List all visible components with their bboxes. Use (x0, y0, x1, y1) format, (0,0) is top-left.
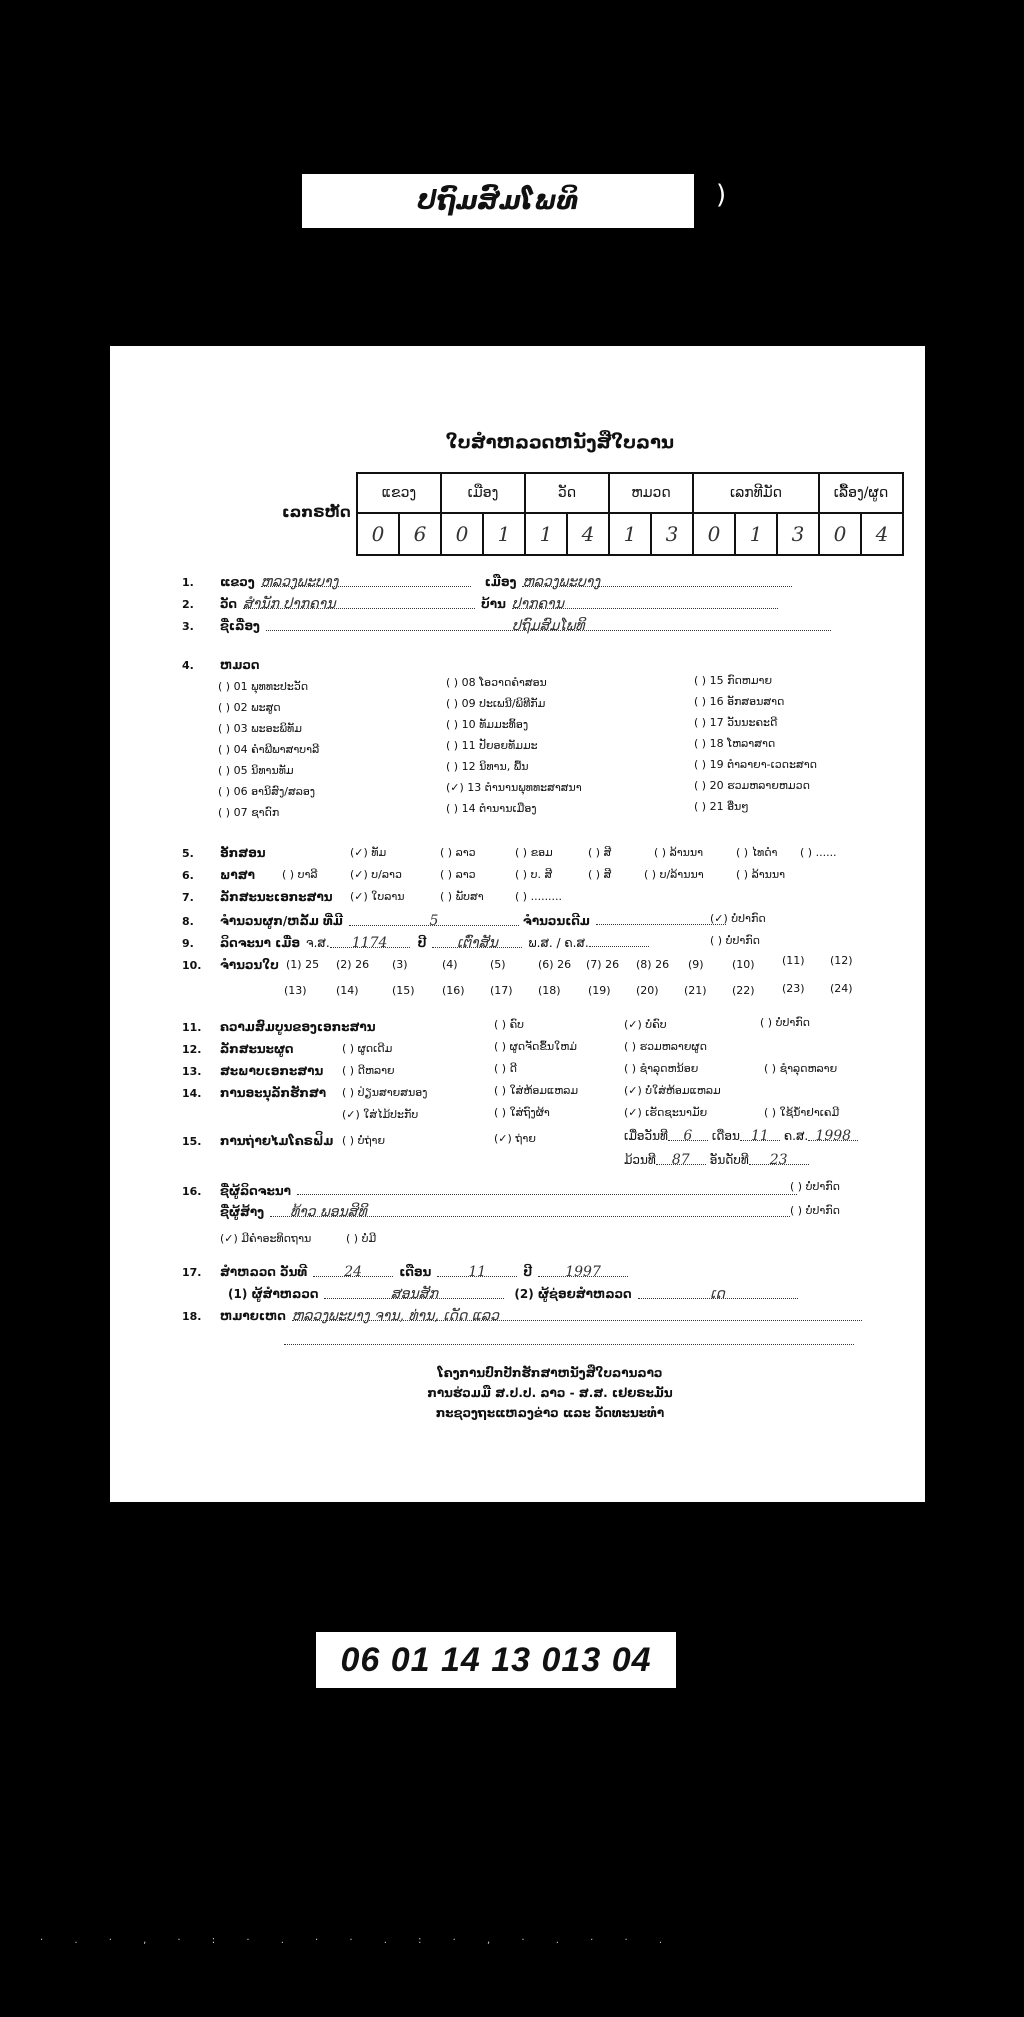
completeness-option: ( ) ບໍ່ປາກົດ (760, 1016, 810, 1029)
field-temple (182, 596, 778, 611)
field-label: ຈຳນວນເດີມ (522, 914, 590, 928)
form-heading: ໃບສຳຫລວດຫນັງສືໃບລານ (445, 432, 675, 453)
category-option: ( ) 06 ອານິສົງ/ສລອງ (218, 785, 316, 798)
category-option: ( ) 04 ຄຳພີພາສາບາລີ (218, 743, 320, 756)
field-number: 18. (182, 1310, 202, 1323)
code-digit: 0 (819, 513, 861, 555)
field-microfilm (182, 1134, 339, 1148)
code-digit: 0 (441, 513, 483, 555)
remarks-blank (284, 1332, 854, 1345)
code-digit: 0 (357, 513, 399, 555)
field-number: 7. (182, 891, 194, 904)
field-number: 12. (182, 1043, 202, 1056)
field-label: ພາສາ (220, 868, 255, 882)
bundle-option: ( ) ຮວມຫລາຍຜູດ (624, 1040, 707, 1053)
field-label: ຫມາຍເຫດ (220, 1309, 286, 1323)
field-label: ຄວາມສົມບູນຂອງເອກະສານ (220, 1020, 376, 1034)
field-bundle (182, 1042, 299, 1056)
surveyor-value: ສອນສັກ (324, 1286, 504, 1299)
field-survey-date (182, 1264, 628, 1279)
remarks-value: ຫລວງພະບາງ ຈານ, ທ່ານ, ເດັດ ແລວ (292, 1308, 862, 1321)
unknown-option: (✓) ບໍ່ປາກົດ (710, 912, 766, 925)
language-option: ( ) ບາລີ (282, 868, 318, 881)
category-option: ( ) 10 ທັມມະທິ້ອງ (446, 718, 529, 731)
microfilm-month: 11 (740, 1128, 780, 1141)
category-option: ( ) 14 ຕຳນານເມືອງ (446, 802, 537, 815)
field-label: ຫມວດ (220, 658, 260, 672)
field-material (182, 890, 339, 904)
code-header: ວັດ (525, 473, 609, 513)
leaf-count-cell: (12) (830, 954, 853, 967)
prayer-option: (✓) ມີຄຳອະທິດຖານ (220, 1232, 312, 1245)
era-label: ຈ.ສ. (306, 936, 330, 950)
category-option: ( ) 01 ພຸທທະປະວັດ (218, 680, 309, 693)
microfilm-year: 1998 (808, 1128, 858, 1141)
category-option: ( ) 17 ວັນນະຄະດີ (694, 716, 778, 729)
script-option: ( ) ...... (800, 846, 837, 859)
preservation-option: ( ) ໃສ່ຫ້ອມແຫລມ (494, 1084, 579, 1097)
field-label: ວັດ (220, 597, 238, 611)
field-label: ເມືອງ (484, 575, 517, 589)
scribe-blank (297, 1182, 797, 1195)
field-number: 13. (182, 1065, 202, 1078)
field-label: ລິດຈະນາ ເມື່ອ (220, 936, 301, 950)
category-option: ( ) 09 ປະເພນີ/ພິທີກັມ (446, 697, 546, 710)
field-label: ອັນດັບທີ (709, 1153, 749, 1167)
leaf-count-cell: (4) (442, 958, 458, 971)
category-option: ( ) 07 ຊາດົກ (218, 806, 280, 819)
field-label: ຊື່ເລື່ອງ (220, 619, 260, 633)
category-option: ( ) 19 ຕຳລາຍາ-ເວດະສາດ (694, 758, 818, 771)
field-number: 4. (182, 659, 194, 672)
unknown-option: ( ) ບໍ່ປາກົດ (710, 934, 760, 947)
unknown-option: ( ) ບໍ່ປາກົດ (790, 1204, 840, 1217)
code-table (356, 472, 904, 556)
script-option: (✓) ທັມ (350, 846, 387, 859)
code-digit: 4 (567, 513, 609, 555)
field-label: ການຖ່າຍໄມໂຄຣຟິມ (220, 1134, 334, 1148)
title-value: ປຖົມສົມໂພທິ (266, 618, 831, 631)
field-label: ປີ (523, 1265, 533, 1279)
script-option: ( ) ໄທດຳ (736, 846, 778, 859)
leaf-count-cell: (8) 26 (636, 958, 670, 971)
leaf-count-cell: (10) (732, 958, 755, 971)
survey-month: 11 (437, 1264, 517, 1277)
category-option: ( ) 12 ນິທານ, ພື້ນ (446, 760, 529, 773)
field-condition (182, 1064, 329, 1078)
leaf-count-cell: (23) (782, 982, 805, 995)
completeness-option: (✓) ບໍ່ຄົບ (624, 1018, 667, 1031)
field-category (182, 658, 265, 672)
leaf-count-cell: (24) (830, 982, 853, 995)
survey-year: 1997 (538, 1264, 628, 1277)
document-title-label: ປຖົມສົມໂພທິ (302, 174, 694, 228)
code-digit: 3 (777, 513, 819, 555)
code-digit: 1 (483, 513, 525, 555)
era-blank (589, 934, 649, 947)
sponsor-value: ທ້າວ ພອນສິທິ (270, 1204, 790, 1217)
field-number: 14. (182, 1087, 202, 1100)
code-digit: 4 (861, 513, 903, 555)
field-completeness (182, 1020, 381, 1034)
preservation-option: (✓) ບໍ່ໃສ່ຫ້ອມແຫລມ (624, 1084, 721, 1097)
leaf-count-cell: (13) (284, 984, 307, 997)
language-option: ( ) ບ/ລ້ານນາ (644, 868, 704, 881)
microfilm-roll (624, 1152, 809, 1167)
field-number: 3. (182, 620, 194, 633)
script-option: ( ) ລ້ານນາ (654, 846, 704, 859)
category-option: ( ) 11 ປັຍອຍທັມມະ (446, 739, 538, 752)
village-value: ປາກຄານ (512, 596, 778, 609)
year-name-value: ເຕົ່າສັນ (432, 935, 522, 948)
completeness-option: ( ) ຄົບ (494, 1018, 525, 1031)
field-number: 1. (182, 576, 194, 589)
field-label: ຊື່ຜູ້ສ້າງ (220, 1205, 265, 1219)
field-number: 16. (182, 1185, 202, 1198)
leaf-count-cell: (5) (490, 958, 506, 971)
code-digit: 1 (525, 513, 567, 555)
survey-form-sheet (110, 346, 925, 1502)
material-option: ( ) ພັບສາ (440, 890, 484, 903)
field-label: ເມື່ອວັນທີ (624, 1129, 668, 1143)
footer-line: ກະຊວງຖະແຫລງຂ່າວ ແລະ ວັດທະນະທຳ (435, 1406, 665, 1420)
category-option: ( ) 08 ໂອວາດຄຳສອນ (446, 676, 547, 689)
leaf-count-cell: (17) (490, 984, 513, 997)
language-option: ( ) ລ້ານນາ (736, 868, 786, 881)
province-value: ຫລວງພະບາງ (261, 574, 471, 587)
language-option: (✓) ບ/ລາວ (350, 868, 402, 881)
remarks-continuation (284, 1332, 854, 1345)
preservation-option: ( ) ໃຊ້ນ້ຳຢາເຄມີ (764, 1106, 840, 1119)
field-number: 6. (182, 869, 194, 882)
code-digit: 0 (693, 513, 735, 555)
field-label: ລັກສະນະເອກະສານ (220, 890, 333, 904)
script-option: ( ) ລາວ (440, 846, 476, 859)
language-option: ( ) ສີ (588, 868, 612, 881)
field-fascicle-count (182, 912, 726, 928)
microfilm-option: ( ) ບໍ່ຖ່າຍ (342, 1134, 386, 1147)
condition-option: ( ) ຊຳລຸດຫນ້ອຍ (624, 1062, 699, 1075)
field-inscription-date (182, 934, 649, 950)
field-number: 9. (182, 937, 194, 950)
script-option: ( ) ຂອມ (515, 846, 553, 859)
category-option: ( ) 15 ກົດຫມາຍ (694, 674, 773, 687)
condition-option: ( ) ດີຫລາຍ (342, 1064, 395, 1077)
field-label: ແຂວງ (220, 575, 255, 589)
order-number: 23 (749, 1152, 809, 1165)
field-label: ຊື່ຜູ້ລິດຈະນາ (220, 1184, 291, 1198)
district-value: ຫລວງພະບາງ (522, 574, 792, 587)
leaf-count-cell: (16) (442, 984, 465, 997)
leaf-count-cell: (3) (392, 958, 408, 971)
field-label: ລັກສະນະຜູດ (220, 1042, 294, 1056)
field-label: ອັກສອນ (220, 846, 266, 860)
language-option: ( ) ບ. ສີ (515, 868, 553, 881)
temple-value: ສຳນັກ ປາກຄານ (243, 596, 475, 609)
category-option: (✓) 13 ຕຳນານພຸທທະສາສນາ (446, 781, 582, 794)
field-preservation (182, 1086, 332, 1100)
leaf-count-cell: (20) (636, 984, 659, 997)
category-option: ( ) 03 ພະອະພິທັມ (218, 722, 302, 735)
code-header: ຫມວດ (609, 473, 693, 513)
field-surveyors (228, 1286, 798, 1301)
category-option: ( ) 20 ຮວມຫລາຍຫມວດ (694, 779, 810, 792)
leaf-count-cell: (22) (732, 984, 755, 997)
code-header: ແຂວງ (357, 473, 441, 513)
fascicle-count-value: 5 (349, 913, 519, 926)
code-label: ເລກຣຫັດ (282, 503, 351, 521)
field-leaf-count (182, 958, 285, 972)
microfilm-day: 6 (668, 1128, 708, 1141)
code-digit: 1 (735, 513, 777, 555)
script-option: ( ) ສີ (588, 846, 612, 859)
field-sponsor (220, 1204, 790, 1219)
leaf-count-cell: (19) (588, 984, 611, 997)
bottom-code-label: 06 01 14 13 013 04 (316, 1632, 676, 1688)
field-label: ຈຳນວນໃບ (220, 958, 279, 972)
leaf-count-cell: (6) 26 (538, 958, 572, 971)
field-label: ສຳຫລວດ ວັນທີ (220, 1265, 308, 1279)
category-option: ( ) 05 ນິທານທັມ (218, 764, 294, 777)
footer-line: ການຮ່ວມມື ສ.ປ.ປ. ລາວ - ສ.ສ. ເຢຍຣະມັນ (427, 1386, 673, 1400)
preservation-option: (✓) ໃສ່ໄມ້ປະກັບ (342, 1108, 419, 1121)
category-option: ( ) 18 ໂຫລາສາດ (694, 737, 776, 750)
leaf-count-cell: (18) (538, 984, 561, 997)
preservation-option: ( ) ປ່ຽນສາຍສນອງ (342, 1086, 428, 1099)
scan-noise: · . · , · : · . · · . : · , · . · · . (40, 1935, 676, 1946)
field-label: ມ້ວນທີ (624, 1153, 656, 1167)
material-option: ( ) ......... (515, 890, 563, 903)
field-label: ເດືອນ (711, 1129, 740, 1143)
assistant-value: ເດ (638, 1286, 798, 1299)
bundle-option: ( ) ຜູດຈັດຂຶ້ນໃຫມ່ (494, 1040, 577, 1053)
field-language (182, 868, 261, 882)
bundle-option: ( ) ຜູດເດີມ (342, 1042, 393, 1055)
field-label: (2) ຜູ້ຊ່ອຍສຳຫລວດ (514, 1287, 632, 1301)
survey-day: 24 (313, 1264, 393, 1277)
code-header: ເລື້ອງ/ຜູດ (819, 473, 903, 513)
language-option: ( ) ລາວ (440, 868, 476, 881)
field-title (182, 618, 831, 633)
category-option: ( ) 21 ອື່ນໆ (694, 800, 749, 813)
condition-option: ( ) ດີ (494, 1062, 517, 1075)
roll-number: 87 (656, 1152, 706, 1165)
preservation-option: (✓) ເຮັດຊະນາມັຍ (624, 1106, 708, 1119)
era-label: ພ.ສ. / ຄ.ສ. (528, 936, 589, 950)
category-option: ( ) 02 ພະສູດ (218, 701, 281, 714)
field-number: 11. (182, 1021, 202, 1034)
condition-option: ( ) ຊຳລຸດຫລາຍ (764, 1062, 838, 1075)
field-remarks (182, 1308, 862, 1323)
microfilm-option: (✓) ຖ່າຍ (494, 1132, 536, 1145)
preservation-option: ( ) ໃສ່ຖົງຜ້າ (494, 1106, 550, 1119)
material-option: (✓) ໃບລານ (350, 890, 405, 903)
field-label: ເດືອນ (399, 1265, 432, 1279)
leaf-count-cell: (2) 26 (336, 958, 370, 971)
field-script (182, 846, 316, 860)
code-header: ເລກທີມັດ (693, 473, 819, 513)
footer-line: ໂຄງການປົກປັກຮັກສາຫນັງສືໃບລານລາວ (437, 1366, 663, 1380)
leaf-count-cell: (14) (336, 984, 359, 997)
leaf-count-cell: (9) (688, 958, 704, 971)
leaf-count-cell: (1) 25 (286, 958, 320, 971)
field-label: ສະພາບເອກະສານ (220, 1064, 324, 1078)
title-mark: ) (716, 180, 727, 210)
field-number: 2. (182, 598, 194, 611)
field-label: ການອະນຸລັກຮັກສາ (220, 1086, 327, 1100)
leaf-count-cell: (21) (684, 984, 707, 997)
field-scribe (182, 1182, 797, 1198)
unknown-option: ( ) ບໍ່ປາກົດ (790, 1180, 840, 1193)
code-header: ເມືອງ (441, 473, 525, 513)
code-digit: 6 (399, 513, 441, 555)
leaf-count-cell: (7) 26 (586, 958, 620, 971)
original-count-blank (596, 912, 726, 925)
field-label: (1) ຜູ້ສຳຫລວດ (228, 1287, 319, 1301)
field-label: ຈຳນວນຜູກ/ຫລັ້ມ ທີ່ມີ (220, 914, 343, 928)
leaf-count-cell: (11) (782, 954, 805, 967)
field-label: ບ້ານ (481, 597, 506, 611)
category-option: ( ) 16 ອັກສອນສາດ (694, 695, 785, 708)
field-province (182, 574, 792, 589)
inscription-year: 1174 (330, 935, 410, 948)
code-digit: 1 (609, 513, 651, 555)
field-label: ຄ.ສ. (783, 1129, 809, 1143)
field-number: 17. (182, 1266, 202, 1279)
prayer-option: ( ) ບໍ່ມີ (346, 1232, 377, 1245)
field-number: 8. (182, 915, 194, 928)
microfilm-date (624, 1128, 858, 1143)
leaf-count-cell: (15) (392, 984, 415, 997)
field-label: ປີ (417, 936, 427, 950)
field-number: 5. (182, 847, 194, 860)
field-number: 10. (182, 959, 202, 972)
code-digit: 3 (651, 513, 693, 555)
field-number: 15. (182, 1135, 202, 1148)
